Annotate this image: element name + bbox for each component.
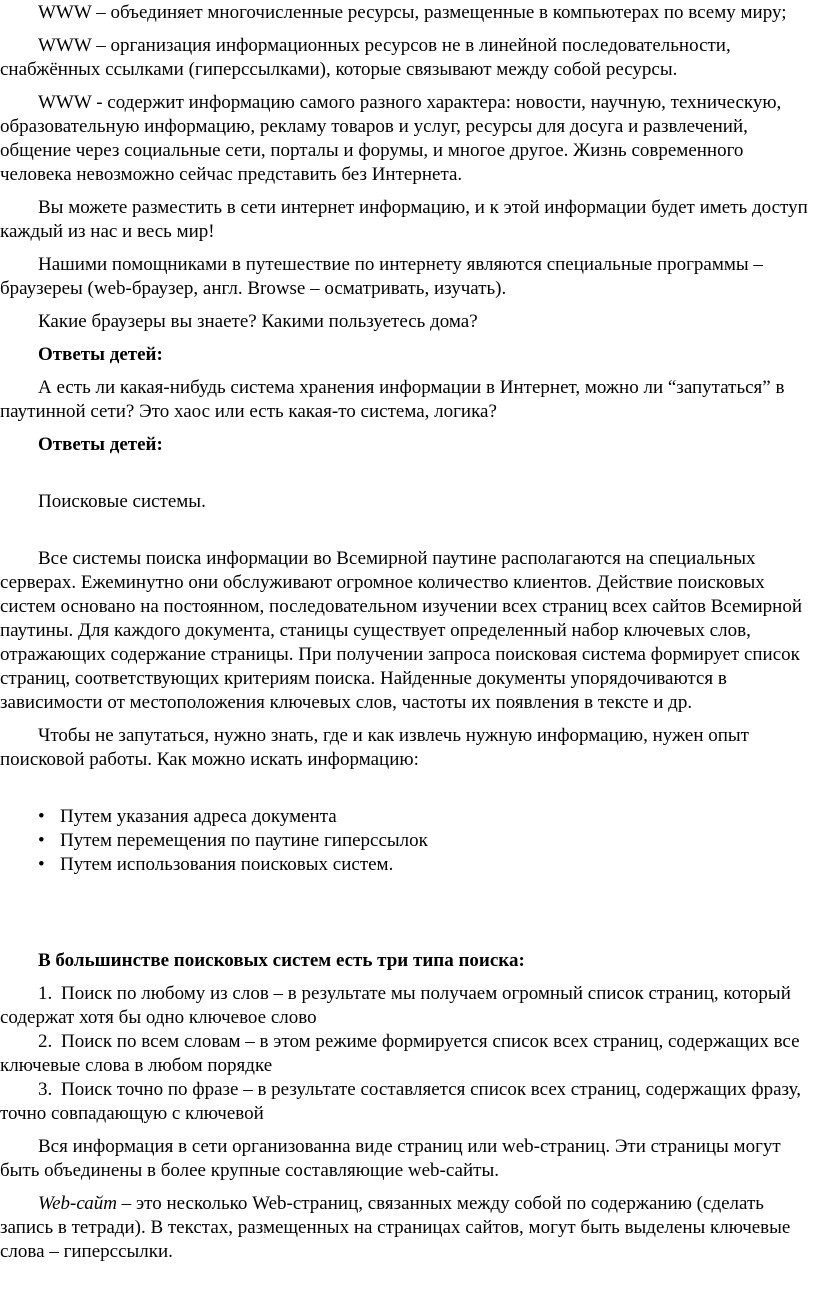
paragraph-storage-question: А есть ли какая-нибудь система хранения информации в Интернет, можно ли “запутаться” в паутинной сети? Это хаос или есть какая-то система, логика? [0, 377, 785, 422]
list-item: • Путем использования поисковых систем. [38, 854, 394, 875]
paragraph-browser-question: Какие браузеры вы знаете? Какими пользуетесь дома? [38, 311, 478, 332]
list-item: 1. Поиск по любому из слов – в результате мы получаем огромный список страниц, который содержат хотя бы одно ключевое слово [0, 983, 791, 1028]
paragraph-how-to-search: Чтобы не запутаться, нужно знать, где и как извлечь нужную информацию, нужен опыт поисковой работы. Как можно искать информацию: [0, 725, 749, 770]
answers-label-1: Ответы детей: [38, 344, 163, 365]
list-item: • Путем указания адреса документа [38, 806, 337, 827]
search-types-heading: В большинстве поисковых систем есть три типа поиска: [38, 950, 525, 971]
paragraph-www-organization: WWW – организация информационных ресурсов не в линейной последовательности, снабжённых ссылками (гиперссылками), которые связывают между собой ресурсы. [0, 35, 731, 80]
document-page [0, 1, 816, 1295]
paragraph-browsers-intro: Нашими помощниками в путешествие по интернету являются специальные программы – браузереы (web-браузер, англ. Browse – осматривать, изучать). [0, 254, 763, 299]
list-item: 3. Поиск точно по фразе – в результате составляется список всех страниц, содержащих фразу, точно совпадающую с ключевой [0, 1079, 801, 1124]
answers-label-2: Ответы детей: [38, 434, 163, 455]
paragraph-web-pages: Вся информация в сети организованна виде страниц или web-страниц. Эти страницы могут быть объединены в более крупные составляющие web-сайты. [0, 1136, 781, 1181]
search-methods-list [0, 805, 808, 877]
paragraph-www-resources: WWW – объединяет многочисленные ресурсы, размещенные в компьютерах по всему миру; [38, 2, 787, 23]
bullet-icon: • [38, 830, 45, 851]
website-term: Web-сайт [38, 1193, 118, 1214]
paragraph-publish-info: Вы можете разместить в сети интернет информацию, и к этой информации будет иметь доступ каждый из нас и весь мир! [0, 197, 808, 242]
search-types-list [0, 982, 808, 1126]
bullet-icon: • [38, 806, 45, 827]
list-item: 2. Поиск по всем словам – в этом режиме формируется список всех страниц, содержащих все ключевые слова в любом порядке [0, 1031, 800, 1076]
section-title-search-systems: Поисковые системы. [38, 491, 206, 512]
paragraph-website-definition: Web-сайт – это несколько Web-страниц, связанных между собой по содержанию (сделать запись в тетради). В текстах, размещенных на страницах сайтов, могут быть выделены ключевые слова – гиперссылки. [0, 1193, 791, 1262]
paragraph-search-systems: Все системы поиска информации во Всемирной паутине располагаются на специальных серверах. Ежеминутно они обслуживают огромное количество клиентов. Действие поисковых систем основано на постоянном, последовательном изучении всех страниц всех сайтов Всемирной паутины. Для каждого документа, станицы существует определенный набор ключевых слов, отражающих содержание страницы. При получении запроса поисковая система формирует список страниц, соответствующих критериям поиска. Найденные документы упорядочиваются в зависимости от местоположения ключевых слов, частоты их появления в тексте и др. [0, 548, 802, 713]
list-item: • Путем перемещения по паутине гиперссылок [38, 830, 428, 851]
bullet-icon: • [38, 854, 45, 875]
paragraph-www-content: WWW - содержит информацию самого разного характера: новости, научную, техническую, образовательную информацию, рекламу товаров и услуг, ресурсы для досуга и развлечений, общение через социальные сети, порталы и форумы, и многое другое. Жизнь современного человека невозможно сейчас представить без Интернета. [0, 92, 782, 185]
